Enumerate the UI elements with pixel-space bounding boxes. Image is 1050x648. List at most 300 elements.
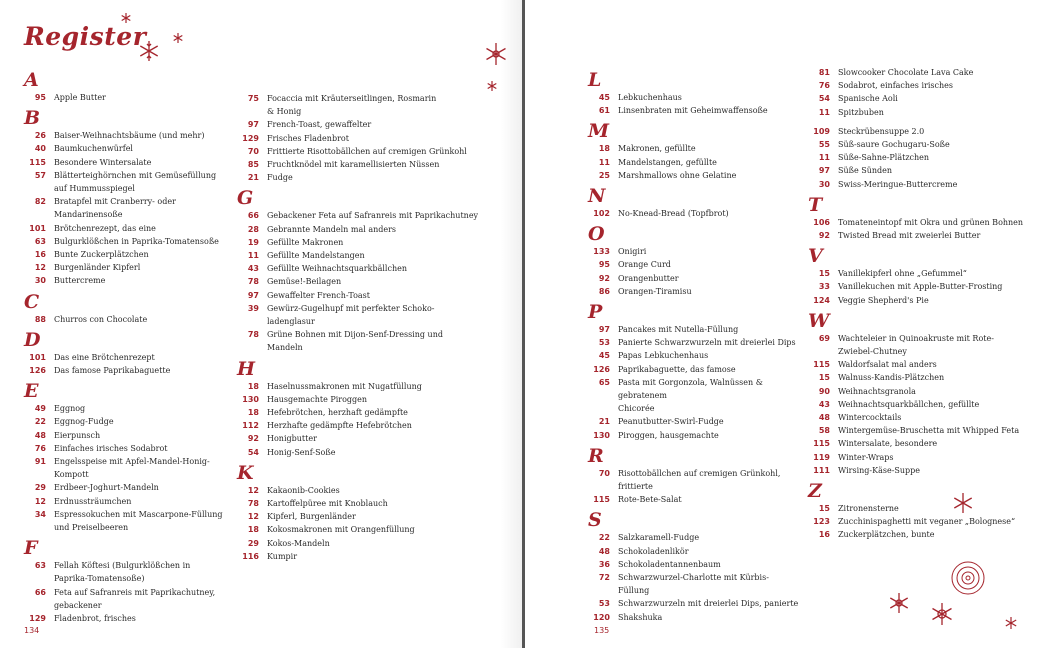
index-entry [808, 229, 1033, 242]
index-section [588, 302, 800, 442]
recipe-name: Fellah Köftesi (Bulgurklößchen in Paprika-Tomatensoße) [54, 561, 191, 584]
page-number: 126 [593, 364, 610, 374]
page-number: 30 [34, 276, 46, 286]
recipe-name: Marshmallows ohne Gelatine [618, 170, 737, 180]
page-number: 21 [598, 417, 610, 427]
recipe-name: French-Toast, gewaffelter [267, 120, 372, 130]
index-entry [24, 559, 229, 585]
index-entry [237, 289, 487, 302]
page-number: 70 [247, 146, 259, 156]
index-section [808, 195, 1033, 242]
page-number: 11 [818, 107, 830, 117]
page-number: 12 [34, 263, 46, 273]
page-number: 76 [34, 443, 46, 453]
recipe-name: Zuckerplätzchen, bunte [838, 530, 935, 540]
page-number: 54 [247, 447, 259, 457]
recipe-name: Honig-Senf-Soße [267, 447, 336, 457]
recipe-name: Churros con Chocolate [54, 314, 148, 324]
page-number: 43 [247, 264, 259, 274]
index-section [588, 121, 800, 182]
recipe-name: Baiser-Weihnachtsbäume (und mehr) [54, 131, 205, 141]
page-number: 29 [247, 538, 259, 548]
recipe-name: Steckrübensuppe 2.0 [838, 126, 925, 136]
page-number: 95 [598, 260, 610, 270]
index-entry [24, 586, 229, 612]
snowflake-icon [952, 492, 974, 514]
recipe-name: Makronen, gefüllte [618, 144, 696, 154]
recipe-name: Twisted Bread mit zweierlei Butter [838, 231, 981, 241]
section-letter: T [808, 193, 823, 216]
section-letter: L [588, 69, 602, 91]
index-entry [237, 537, 487, 550]
page-number: 12 [247, 512, 259, 522]
snowflake-icon [888, 592, 910, 614]
recipe-name: Zitronensterne [838, 504, 899, 514]
recipe-name: Swiss-Meringue-Buttercreme [838, 179, 958, 189]
page-number: 65 [598, 377, 610, 387]
page-number: 34 [34, 509, 46, 519]
index-entry [588, 104, 800, 117]
index-entry [237, 223, 487, 236]
page-number: 49 [34, 404, 46, 414]
page-number: 66 [34, 587, 46, 597]
page-number: 18 [247, 525, 259, 535]
recipe-name: Das famose Paprikabaguette [54, 366, 171, 376]
index-entry [588, 558, 800, 571]
index-section [808, 311, 1033, 477]
index-section [588, 446, 800, 507]
index-entry [24, 612, 229, 625]
recipe-name: Lebkuchenhaus [618, 93, 682, 102]
recipe-name: Veggie Shepherd's Pie [838, 295, 929, 305]
recipe-name: Wachteleier in Quinoakruste mit Rote- Zwiebel-Chutney [838, 333, 994, 357]
page-number: 25 [598, 170, 610, 180]
index-section [588, 70, 800, 117]
page-number: 53 [598, 338, 610, 348]
recipe-name: Süße Sünden [838, 166, 893, 176]
recipe-name: Einfaches irisches Sodabrot [54, 443, 168, 453]
index-entry [588, 493, 800, 506]
recipe-name: Orange Curd [618, 260, 671, 270]
page-number: 16 [34, 250, 46, 260]
index-entry [24, 364, 229, 377]
recipe-name: Walnuss-Kandis-Plätzchen [838, 373, 945, 383]
recipe-name: Erdbeer-Joghurt-Mandeln [54, 483, 159, 493]
index-section [588, 510, 800, 623]
index-entry [808, 151, 1033, 164]
index-entry [24, 261, 229, 274]
index-entry [808, 280, 1033, 293]
recipe-name: Haselnussmakronen mit Nugatfüllung [267, 381, 422, 391]
index-entry [237, 236, 487, 249]
section-letter: K [237, 461, 254, 484]
recipe-name: Spitzbuben [838, 107, 884, 117]
section-letter: N [588, 185, 606, 208]
section-letter: D [24, 328, 41, 351]
recipe-name: Gefüllte Mandelstangen [267, 251, 365, 261]
recipe-name: Buttercreme [54, 276, 106, 286]
page-number: 97 [818, 166, 830, 176]
page-number: 119 [813, 452, 830, 462]
index-entry [808, 385, 1033, 398]
index-entry [24, 129, 229, 142]
snowflake-icon [484, 42, 508, 66]
page-number: 92 [818, 231, 830, 241]
page-number: 101 [29, 223, 46, 233]
index-entry [588, 336, 800, 349]
page-number: 90 [818, 386, 830, 396]
index-section [237, 463, 487, 563]
page-number: 48 [598, 546, 610, 556]
index-entry [808, 138, 1033, 151]
page-number: 45 [598, 93, 610, 102]
recipe-name: Focaccia mit Kräuterseitlingen, Rosmarin & Honig [267, 94, 437, 117]
index-entry [237, 380, 487, 393]
recipe-name: Winter-Wraps [838, 452, 894, 462]
recipe-name: Kartoffelpüree mit Knoblauch [267, 499, 388, 509]
recipe-name: Fudge [267, 173, 293, 183]
index-entry [588, 415, 800, 428]
section-letter: H [237, 357, 255, 380]
recipe-name: Besondere Wintersalate [54, 157, 152, 167]
page-number: 48 [818, 413, 830, 423]
index-entry [808, 398, 1033, 411]
page-number: 92 [598, 273, 610, 283]
index-column-3 [588, 70, 800, 624]
page-number: 54 [818, 94, 830, 104]
recipe-name: Kokos-Mandeln [267, 538, 330, 548]
index-entry [808, 216, 1033, 229]
index-entry [24, 442, 229, 455]
recipe-name: Orangen-Tiramisu [618, 286, 692, 296]
index-entry [237, 497, 487, 510]
page-number: 97 [247, 290, 259, 300]
page-title: Register [24, 22, 147, 51]
index-entry [588, 571, 800, 597]
index-entry [24, 313, 229, 326]
recipe-name: Kakaonib-Cookies [267, 485, 340, 495]
page-number: 78 [247, 499, 259, 509]
page-number: 15 [818, 269, 830, 279]
page-number: 11 [598, 157, 610, 167]
page-number: 19 [247, 237, 259, 247]
recipe-name: Orangenbutter [618, 273, 679, 283]
recipe-name: Frittierte Risottobällchen auf cremigen Grünkohl [267, 146, 467, 156]
recipe-name: Apple Butter [54, 93, 106, 102]
index-entry [24, 195, 229, 221]
index-column-2 [237, 92, 487, 563]
page-number: 29 [34, 483, 46, 493]
index-entry [24, 222, 229, 235]
index-entry [24, 156, 229, 169]
page-number: 18 [598, 144, 610, 154]
snowflake-icon [930, 602, 954, 626]
page-number: 88 [34, 314, 46, 324]
index-column-4 [808, 66, 1033, 542]
page-number: 16 [818, 530, 830, 540]
recipe-name: Grüne Bohnen mit Dijon-Senf-Dressing und Mandeln [267, 330, 443, 353]
recipe-name: Gefüllte Weihnachtsquarkbällchen [267, 264, 407, 274]
index-entry [24, 274, 229, 287]
recipe-name: Weihnachtsgranola [838, 386, 916, 396]
recipe-name: Salzkaramell-Fudge [618, 533, 700, 543]
recipe-name: Kumpir [267, 551, 298, 561]
page-number: 70 [598, 468, 610, 478]
page-number: 15 [818, 373, 830, 383]
recipe-name: Wintergemüse-Bruschetta mit Whipped Feta [838, 426, 1020, 436]
snowflake-icon [486, 80, 498, 92]
page-number: 130 [593, 430, 610, 440]
page-number: 86 [598, 286, 610, 296]
recipe-name: Gewaffelter French-Toast [267, 290, 370, 300]
recipe-name: Fruchtknödel mit karamellisierten Nüssen [267, 160, 440, 170]
index-entry [588, 245, 800, 258]
index-entry [588, 272, 800, 285]
index-entry [237, 419, 487, 432]
page-number: 33 [818, 282, 830, 292]
index-section [808, 125, 1033, 191]
recipe-name: Piroggen, hausgemachte [618, 430, 719, 440]
recipe-name: Zucchinispaghetti mit veganer „Bolognese“ [838, 517, 1016, 527]
recipe-name: Wirsing-Käse-Suppe [838, 465, 921, 475]
recipe-name: Frisches Fladenbrot [267, 133, 349, 143]
index-entry [808, 464, 1033, 477]
recipe-name: Wintercocktails [838, 413, 902, 423]
index-section [588, 186, 800, 220]
page-number: 11 [818, 153, 830, 163]
folio-left: 134 [24, 626, 40, 635]
section-letter: O [588, 223, 605, 246]
recipe-name: Panierte Schwarzwurzeln mit dreierlei Dips [618, 338, 796, 348]
index-entry [808, 371, 1033, 384]
index-entry [237, 145, 487, 158]
page-number: 45 [598, 351, 610, 361]
index-entry [237, 262, 487, 275]
index-entry [588, 467, 800, 493]
page-number: 18 [247, 408, 259, 418]
page-number: 72 [598, 573, 610, 583]
page-number: 39 [247, 303, 259, 313]
section-letter: G [237, 187, 254, 210]
page-number: 91 [34, 457, 46, 467]
page-number: 63 [34, 561, 46, 571]
section-letter: Z [808, 480, 822, 503]
recipe-name: Bratapfel mit Cranberry- oder Mandarinensoße [54, 197, 176, 220]
recipe-name: Burgenländer Kipferl [54, 263, 141, 273]
recipe-name: Gebrannte Mandeln mal anders [267, 224, 397, 234]
recipe-name: Slowcooker Chocolate Lava Cake [838, 68, 974, 77]
recipe-name: Linsenbraten mit Geheimwaffensoße [618, 106, 768, 116]
page-number: 75 [247, 94, 259, 103]
recipe-name: Pancakes mit Nutella-Füllung [618, 325, 739, 335]
page-number: 85 [247, 160, 259, 170]
section-letter: F [24, 537, 38, 560]
recipe-name: Gebackener Feta auf Safranreis mit Paprikachutney [267, 211, 479, 221]
recipe-name: Wintersalate, besondere [838, 439, 938, 449]
recipe-name: Schokoladenlikör [618, 546, 689, 556]
page-number: 97 [598, 325, 610, 335]
recipe-name: Hefebrötchen, herzhaft gedämpfte [267, 408, 408, 418]
recipe-name: Fladenbrot, frisches [54, 614, 136, 624]
recipe-name: Pasta mit Gorgonzola, Walnüssen & gebratenem Chicorée [618, 377, 763, 414]
index-entry [24, 142, 229, 155]
index-entry [237, 406, 487, 419]
index-section [808, 246, 1033, 307]
page-number: 78 [247, 330, 259, 340]
index-entry [588, 611, 800, 624]
recipe-name: Brötchenrezept, das eine [54, 223, 156, 233]
recipe-name: Herzhafte gedämpfte Hefebrötchen [267, 421, 412, 431]
flower-ornament-icon [950, 560, 986, 596]
snowflake-icon [138, 40, 160, 62]
page-number: 12 [34, 496, 46, 506]
recipe-name: Weihnachtsquarkbällchen, gefüllte [838, 399, 980, 409]
section-letter: A [24, 69, 39, 91]
page-number: 63 [34, 236, 46, 246]
recipe-name: No-Knead-Bread (Topfbrot) [618, 209, 729, 219]
index-entry [808, 66, 1033, 79]
index-entry [588, 285, 800, 298]
index-entry [588, 169, 800, 182]
recipe-name: Süße-Sahne-Plätzchen [838, 153, 930, 163]
page-number: 48 [34, 430, 46, 440]
index-entry [808, 411, 1033, 424]
page-number: 95 [34, 93, 46, 102]
index-entry [808, 125, 1033, 138]
page-number: 82 [34, 197, 46, 207]
page-number: 22 [598, 533, 610, 543]
recipe-name: Hausgemachte Piroggen [267, 394, 368, 404]
page-number: 36 [598, 559, 610, 569]
page-number: 21 [247, 173, 259, 183]
index-entry [237, 249, 487, 262]
recipe-name: Vanillekipferl ohne „Gefummel“ [838, 269, 967, 279]
recipe-name: Eierpunsch [54, 430, 101, 440]
recipe-name: Tomateneintopf mit Okra und grünen Bohnen [838, 217, 1024, 227]
index-entry [24, 235, 229, 248]
section-letter: R [588, 444, 604, 467]
recipe-name: Engelsspeise mit Apfel-Mandel-Honig-Kompott [54, 457, 210, 480]
recipe-name: Onigiri [618, 247, 647, 257]
index-entry [808, 528, 1033, 541]
recipe-name: Erdnussträumchen [54, 496, 132, 506]
recipe-name: Eggnog [54, 404, 86, 414]
recipe-name: Espressokuchen mit Mascarpone-Füllung und Preiselbeeren [54, 509, 223, 533]
recipe-name: Mandelstangen, gefüllte [618, 157, 717, 167]
index-entry [808, 437, 1033, 450]
snowflake-icon [172, 32, 184, 44]
index-section [588, 224, 800, 298]
page-number: 78 [247, 277, 259, 287]
recipe-name: Schwarzwurzel-Charlotte mit Kürbis-Füllung [618, 573, 769, 596]
index-entry [808, 79, 1033, 92]
snowflake-icon [1004, 616, 1018, 630]
page-number: 101 [29, 352, 46, 362]
index-entry [808, 358, 1033, 371]
page-number: 115 [593, 495, 610, 505]
index-entry [808, 424, 1033, 437]
index-entry [237, 275, 487, 288]
index-section [24, 108, 229, 287]
index-entry [24, 169, 229, 195]
page-number: 22 [34, 417, 46, 427]
recipe-name: Kokosmakronen mit Orangenfüllung [267, 525, 415, 535]
index-entry [237, 510, 487, 523]
page-number: 116 [242, 551, 259, 561]
index-entry [237, 92, 487, 118]
recipe-name: Kipferl, Burgenländer [267, 512, 356, 522]
index-entry [24, 351, 229, 364]
index-entry [237, 393, 487, 406]
recipe-name: Sodabrot, einfaches irisches [838, 81, 953, 91]
section-letter: M [588, 120, 610, 143]
index-entry [588, 142, 800, 155]
index-entry [588, 363, 800, 376]
section-letter: V [808, 245, 823, 268]
index-entry [808, 267, 1033, 280]
page-number: 55 [818, 140, 830, 150]
index-entry [24, 91, 229, 104]
section-letter: S [588, 509, 602, 532]
index-entry [808, 502, 1033, 515]
index-entry [237, 550, 487, 563]
recipe-name: Eggnog-Fudge [54, 417, 114, 427]
index-entry [24, 415, 229, 428]
index-entry [588, 376, 800, 416]
section-letter: E [24, 380, 39, 403]
index-section [808, 481, 1033, 542]
recipe-name: Gewürz-Gugelhupf mit perfekter Schoko- ladenglasur [267, 303, 435, 327]
index-entry [237, 432, 487, 445]
page-number: 124 [813, 295, 830, 305]
recipe-name: Schokoladentannenbaum [618, 559, 721, 569]
page-number: 81 [818, 68, 830, 77]
page-number: 115 [29, 157, 46, 167]
recipe-name: Spanische Aoli [838, 94, 898, 104]
page-number: 58 [818, 426, 830, 436]
snowflake-icon [120, 12, 132, 24]
index-entry [808, 451, 1033, 464]
page-number: 26 [34, 131, 46, 141]
page-number: 11 [247, 251, 259, 261]
index-entry [588, 207, 800, 220]
index-entry [808, 332, 1033, 358]
section-letter: W [808, 309, 830, 332]
index-section [237, 92, 487, 184]
page-number: 109 [813, 126, 830, 136]
recipe-name: Blätterteighörnchen mit Gemüsefüllung auf Hummusspiegel [54, 170, 217, 194]
index-entry [588, 91, 800, 104]
index-column-1 [24, 70, 229, 625]
recipe-name: Peanutbutter-Swirl-Fudge [618, 417, 724, 427]
page-number: 126 [29, 366, 46, 376]
index-entry [237, 446, 487, 459]
page-shadow [500, 0, 522, 648]
index-section [237, 188, 487, 354]
index-entry [24, 508, 229, 534]
recipe-name: Gefüllte Makronen [267, 237, 344, 247]
index-entry [24, 455, 229, 481]
index-section [24, 70, 229, 104]
page-number: 120 [593, 612, 610, 622]
page-number: 28 [247, 224, 259, 234]
index-entry [808, 294, 1033, 307]
page-number: 133 [593, 247, 610, 257]
recipe-name: Waldorfsalat mal anders [838, 360, 937, 370]
section-letter: P [588, 301, 603, 324]
page-number: 43 [818, 399, 830, 409]
index-entry [24, 248, 229, 261]
